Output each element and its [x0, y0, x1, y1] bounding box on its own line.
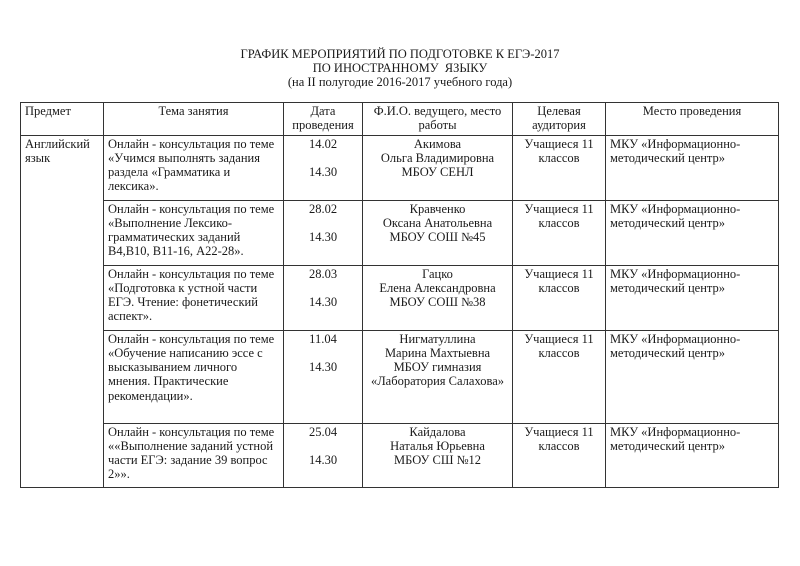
header-topic: Тема занятия: [104, 103, 284, 136]
header-host: Ф.И.О. ведущего, место работы: [363, 103, 513, 136]
date-cell: [284, 200, 363, 265]
table-row: [21, 265, 779, 330]
title-line-2: ПО ИНОСТРАННОМУ ЯЗЫКУ: [312, 61, 488, 75]
host-given-name: Оксана Анатольевна: [382, 215, 493, 230]
venue-cell: МКУ «Информационно-методический центр»: [606, 330, 779, 423]
venue-cell: МКУ «Информационно-методический центр»: [606, 265, 779, 330]
host-given-name: Марина Махтыевна: [384, 345, 491, 360]
date-value: 14.02: [308, 136, 338, 151]
audience-cell: Учащиеся 11 классов: [513, 135, 606, 200]
title-line-1: ГРАФИК МЕРОПРИЯТИЙ ПО ПОДГОТОВКЕ К ЕГЭ-2017: [240, 47, 560, 61]
venue-cell: МКУ «Информационно-методический центр»: [606, 200, 779, 265]
date-value: 25.04: [308, 424, 338, 439]
topic-cell: Онлайн - консультация по теме «Учимся выполнять задания раздела «Грамматика и лексика».: [104, 135, 284, 200]
date-cell: [284, 330, 363, 423]
host-name: Гацко: [422, 266, 453, 281]
host-given-name: Наталья Юрьевна: [390, 438, 485, 453]
host-given-name: Елена Александровна: [379, 280, 496, 295]
host-name: Кайдалова: [409, 424, 466, 439]
audience-cell: Учащиеся 11 классов: [513, 265, 606, 330]
audience-cell: Учащиеся 11 классов: [513, 200, 606, 265]
host-cell: [363, 200, 513, 265]
host-workplace: МБОУ гимназия: [393, 360, 482, 375]
date-value: 28.02: [308, 201, 338, 216]
time-value: 14.30: [308, 360, 338, 375]
subject-cell: Английский язык: [21, 135, 104, 487]
host-cell: [363, 423, 513, 487]
topic-cell: Онлайн - консультация по теме «Обучение написанию эссе с высказыванием личного мнения. Практические рекомендации».: [104, 330, 284, 423]
host-name: Акимова: [413, 136, 462, 151]
header-audience: Целевая аудитория: [513, 103, 606, 136]
document-title: [0, 47, 800, 89]
host-cell: [363, 265, 513, 330]
date-cell: [284, 135, 363, 200]
host-cell: [363, 330, 513, 423]
table-header-row: [21, 103, 779, 136]
venue-cell: МКУ «Информационно-методический центр»: [606, 423, 779, 487]
table-row: [21, 330, 779, 423]
time-value: 14.30: [308, 230, 338, 245]
host-cell: [363, 135, 513, 200]
date-cell: [284, 265, 363, 330]
time-value: 14.30: [308, 453, 338, 468]
audience-cell: Учащиеся 11 классов: [513, 423, 606, 487]
host-name: Кравченко: [409, 201, 466, 216]
table-row: [21, 135, 779, 200]
topic-cell: Онлайн - консультация по теме ««Выполнение заданий устной части ЕГЭ: задание 39 вопрос 2»».: [104, 423, 284, 487]
time-value: 14.30: [308, 165, 338, 180]
header-subject: Предмет: [21, 103, 104, 136]
host-workplace: МБОУ СОШ №38: [389, 295, 486, 310]
header-date: Дата проведения: [284, 103, 363, 136]
host-workplace-detail: «Лаборатория Салахова»: [370, 374, 505, 389]
table-row: [21, 200, 779, 265]
date-value: 11.04: [309, 331, 337, 346]
date-cell: [284, 423, 363, 487]
venue-cell: МКУ «Информационно-методический центр»: [606, 135, 779, 200]
audience-cell: Учащиеся 11 классов: [513, 330, 606, 423]
host-name: Нигматуллина: [399, 331, 476, 346]
host-workplace: МБОУ СОШ №45: [389, 230, 486, 245]
date-value: 28.03: [308, 266, 338, 281]
time-value: 14.30: [308, 295, 338, 310]
topic-cell: Онлайн - консультация по теме «Подготовка к устной части ЕГЭ. Чтение: фонетический аспект».: [104, 265, 284, 330]
topic-cell: Онлайн - консультация по теме «Выполнение Лексико-грамматических заданий В4,В10, В11-16, А22-28».: [104, 200, 284, 265]
host-workplace: МБОУ СШ №12: [393, 453, 481, 468]
header-venue: Место проведения: [606, 103, 779, 136]
schedule-table: [20, 102, 779, 488]
table-row: [21, 423, 779, 487]
host-given-name: Ольга Владимировна: [380, 150, 495, 165]
host-workplace: МБОУ СЕНЛ: [401, 165, 474, 180]
title-line-3: (на II полугодие 2016-2017 учебного года): [287, 75, 513, 89]
